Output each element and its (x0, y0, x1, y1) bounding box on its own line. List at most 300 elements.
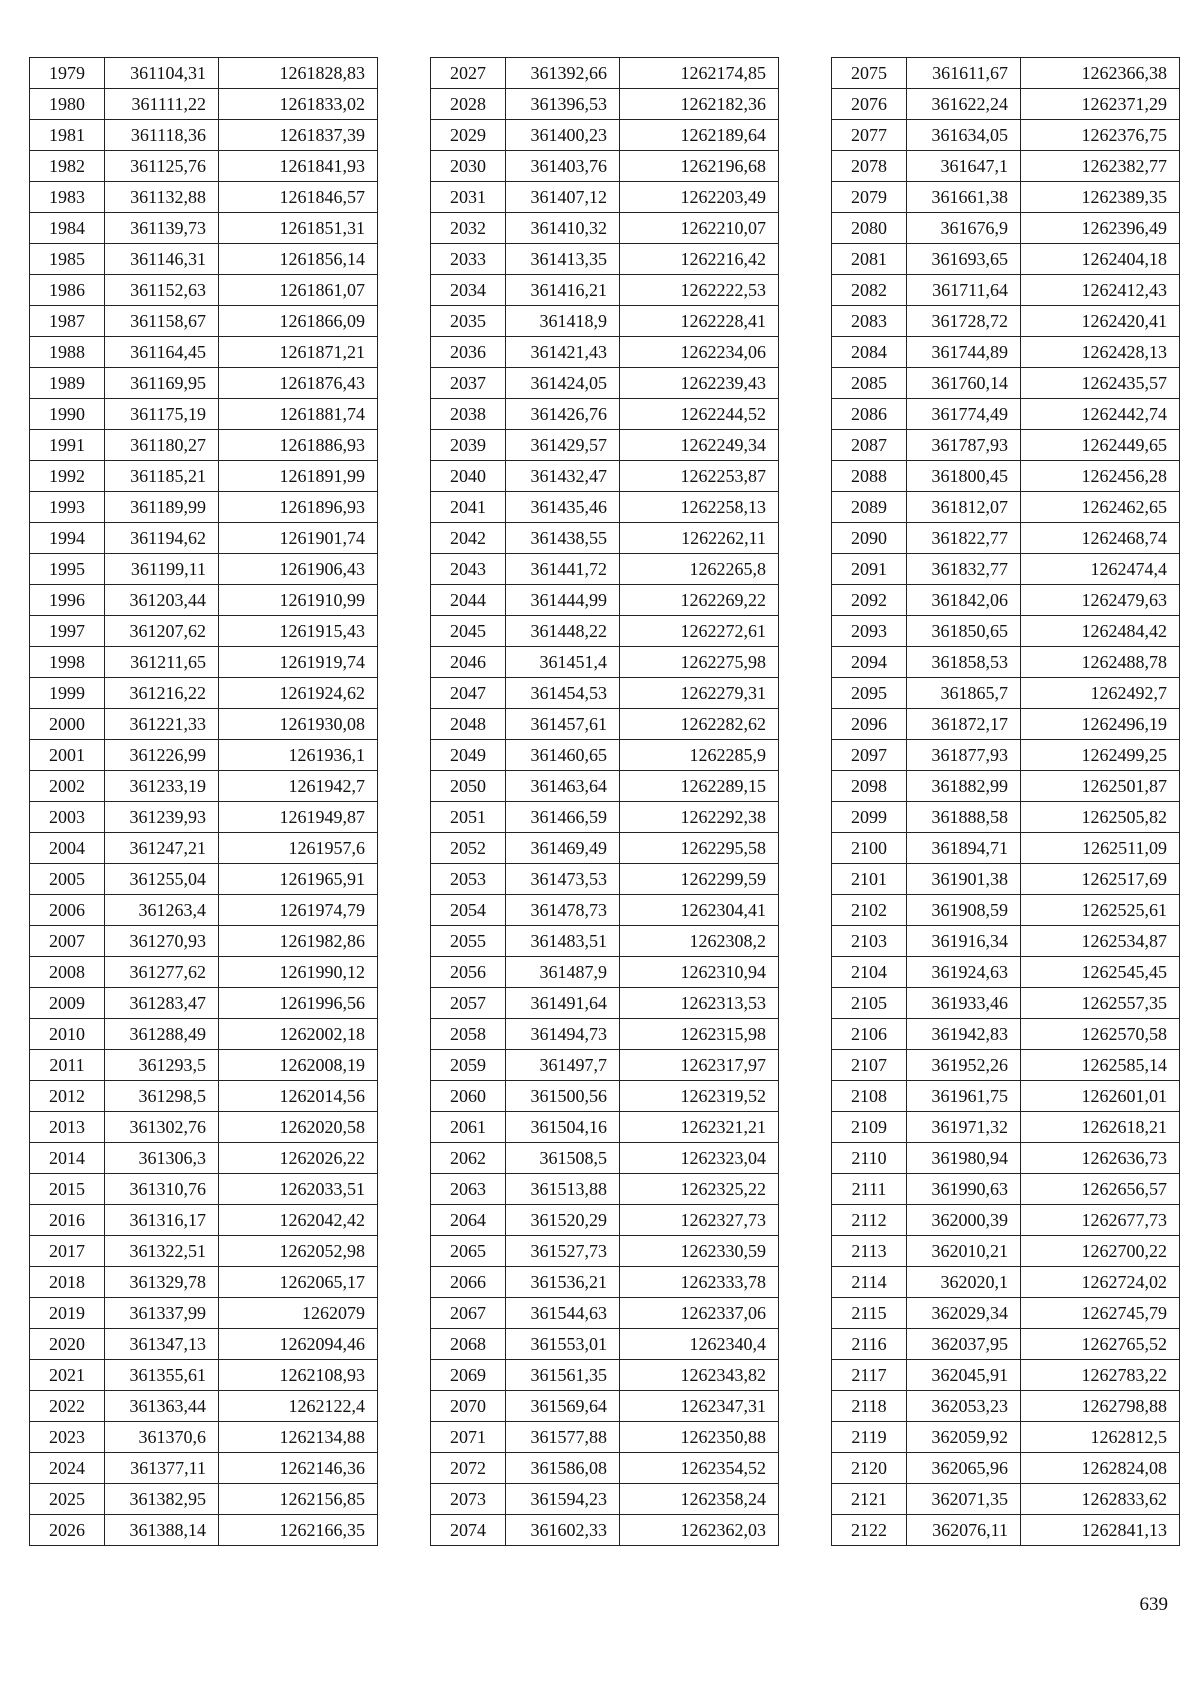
y-coordinate-cell: 1262474,4 (1021, 554, 1180, 585)
x-coordinate-cell: 361302,76 (105, 1112, 219, 1143)
table-row (30, 1360, 378, 1391)
point-number-cell: 2075 (832, 58, 907, 89)
point-number-cell: 2020 (30, 1329, 105, 1360)
table-row (431, 182, 779, 213)
table-row (832, 1019, 1180, 1050)
table-row (30, 678, 378, 709)
y-coordinate-cell: 1262337,06 (620, 1298, 779, 1329)
point-number-cell: 2052 (431, 833, 506, 864)
y-coordinate-cell: 1262134,88 (219, 1422, 378, 1453)
table-row (431, 523, 779, 554)
y-coordinate-cell: 1262315,98 (620, 1019, 779, 1050)
table-row (431, 740, 779, 771)
table-row (832, 430, 1180, 461)
x-coordinate-cell: 361189,99 (105, 492, 219, 523)
table-row (431, 1360, 779, 1391)
table-row (832, 1298, 1180, 1329)
x-coordinate-cell: 362010,21 (907, 1236, 1021, 1267)
point-number-cell: 2119 (832, 1422, 907, 1453)
point-number-cell: 1996 (30, 585, 105, 616)
x-coordinate-cell: 361426,76 (506, 399, 620, 430)
y-coordinate-cell: 1261856,14 (219, 244, 378, 275)
x-coordinate-cell: 361247,21 (105, 833, 219, 864)
table-row (832, 1050, 1180, 1081)
y-coordinate-cell: 1262065,17 (219, 1267, 378, 1298)
table-row (30, 89, 378, 120)
table-row (832, 678, 1180, 709)
table-row (30, 988, 378, 1019)
x-coordinate-cell: 361337,99 (105, 1298, 219, 1329)
point-number-cell: 2081 (832, 244, 907, 275)
point-number-cell: 2001 (30, 740, 105, 771)
point-number-cell: 2097 (832, 740, 907, 771)
y-coordinate-cell: 1262841,13 (1021, 1515, 1180, 1546)
y-coordinate-cell: 1262570,58 (1021, 1019, 1180, 1050)
point-number-cell: 2065 (431, 1236, 506, 1267)
point-number-cell: 1984 (30, 213, 105, 244)
table-row (431, 1112, 779, 1143)
x-coordinate-cell: 361444,99 (506, 585, 620, 616)
table-row (431, 926, 779, 957)
x-coordinate-cell: 361933,46 (907, 988, 1021, 1019)
point-number-cell: 2059 (431, 1050, 506, 1081)
point-number-cell: 2016 (30, 1205, 105, 1236)
point-number-cell: 2104 (832, 957, 907, 988)
table-row (431, 1236, 779, 1267)
point-number-cell: 2103 (832, 926, 907, 957)
x-coordinate-cell: 361403,76 (506, 151, 620, 182)
x-coordinate-cell: 361370,6 (105, 1422, 219, 1453)
x-coordinate-cell: 362000,39 (907, 1205, 1021, 1236)
point-number-cell: 2048 (431, 709, 506, 740)
x-coordinate-cell: 361473,53 (506, 864, 620, 895)
x-coordinate-cell: 361175,19 (105, 399, 219, 430)
table-row (30, 213, 378, 244)
x-coordinate-cell: 361711,64 (907, 275, 1021, 306)
y-coordinate-cell: 1262317,97 (620, 1050, 779, 1081)
x-coordinate-cell: 361347,13 (105, 1329, 219, 1360)
table-row (30, 926, 378, 957)
table-row (431, 58, 779, 89)
point-number-cell: 2091 (832, 554, 907, 585)
y-coordinate-cell: 1262745,79 (1021, 1298, 1180, 1329)
table-row (431, 306, 779, 337)
x-coordinate-cell: 361216,22 (105, 678, 219, 709)
point-number-cell: 2046 (431, 647, 506, 678)
y-coordinate-cell: 1262033,51 (219, 1174, 378, 1205)
y-coordinate-cell: 1261919,74 (219, 647, 378, 678)
y-coordinate-cell: 1262833,62 (1021, 1484, 1180, 1515)
table-row (832, 182, 1180, 213)
point-number-cell: 2105 (832, 988, 907, 1019)
x-coordinate-cell: 361158,67 (105, 306, 219, 337)
x-coordinate-cell: 361451,4 (506, 647, 620, 678)
y-coordinate-cell: 1261996,56 (219, 988, 378, 1019)
point-number-cell: 2073 (431, 1484, 506, 1515)
point-number-cell: 2060 (431, 1081, 506, 1112)
point-number-cell: 2005 (30, 864, 105, 895)
table-row (30, 647, 378, 678)
table-row (30, 523, 378, 554)
point-number-cell: 2069 (431, 1360, 506, 1391)
table-row (431, 709, 779, 740)
y-coordinate-cell: 1262499,25 (1021, 740, 1180, 771)
table-row (832, 1081, 1180, 1112)
point-number-cell: 2004 (30, 833, 105, 864)
table-row (431, 1484, 779, 1515)
point-number-cell: 2043 (431, 554, 506, 585)
x-coordinate-cell: 361586,08 (506, 1453, 620, 1484)
x-coordinate-cell: 361355,61 (105, 1360, 219, 1391)
x-coordinate-cell: 361277,62 (105, 957, 219, 988)
point-number-cell: 2023 (30, 1422, 105, 1453)
point-number-cell: 2078 (832, 151, 907, 182)
table-row (431, 120, 779, 151)
table-row (431, 1205, 779, 1236)
point-number-cell: 2026 (30, 1515, 105, 1546)
table-row (30, 554, 378, 585)
y-coordinate-cell: 1262656,57 (1021, 1174, 1180, 1205)
point-number-cell: 2021 (30, 1360, 105, 1391)
point-number-cell: 2055 (431, 926, 506, 957)
table-row (431, 802, 779, 833)
coordinate-table-column-2 (430, 57, 779, 1546)
table-row (431, 337, 779, 368)
y-coordinate-cell: 1262196,68 (620, 151, 779, 182)
x-coordinate-cell: 361322,51 (105, 1236, 219, 1267)
y-coordinate-cell: 1262557,35 (1021, 988, 1180, 1019)
point-number-cell: 2056 (431, 957, 506, 988)
x-coordinate-cell: 361812,07 (907, 492, 1021, 523)
y-coordinate-cell: 1262511,09 (1021, 833, 1180, 864)
table-row (832, 244, 1180, 275)
point-number-cell: 2108 (832, 1081, 907, 1112)
point-number-cell: 2063 (431, 1174, 506, 1205)
point-number-cell: 2120 (832, 1453, 907, 1484)
y-coordinate-cell: 1262272,61 (620, 616, 779, 647)
x-coordinate-cell: 361199,11 (105, 554, 219, 585)
x-coordinate-cell: 361744,89 (907, 337, 1021, 368)
x-coordinate-cell: 361460,65 (506, 740, 620, 771)
y-coordinate-cell: 1262534,87 (1021, 926, 1180, 957)
table-row (30, 1236, 378, 1267)
x-coordinate-cell: 361494,73 (506, 1019, 620, 1050)
x-coordinate-cell: 361457,61 (506, 709, 620, 740)
point-number-cell: 2013 (30, 1112, 105, 1143)
table-row (431, 833, 779, 864)
point-number-cell: 2112 (832, 1205, 907, 1236)
point-number-cell: 2018 (30, 1267, 105, 1298)
y-coordinate-cell: 1262765,52 (1021, 1329, 1180, 1360)
x-coordinate-cell: 361424,05 (506, 368, 620, 399)
x-coordinate-cell: 361865,7 (907, 678, 1021, 709)
y-coordinate-cell: 1262340,4 (620, 1329, 779, 1360)
table-row (832, 585, 1180, 616)
y-coordinate-cell: 1261910,99 (219, 585, 378, 616)
table-row (832, 833, 1180, 864)
y-coordinate-cell: 1262330,59 (620, 1236, 779, 1267)
y-coordinate-cell: 1262812,5 (1021, 1422, 1180, 1453)
point-number-cell: 1990 (30, 399, 105, 430)
x-coordinate-cell: 361569,64 (506, 1391, 620, 1422)
x-coordinate-cell: 361207,62 (105, 616, 219, 647)
table-row (832, 802, 1180, 833)
point-number-cell: 2019 (30, 1298, 105, 1329)
table-row (832, 151, 1180, 182)
point-number-cell: 2028 (431, 89, 506, 120)
point-number-cell: 2015 (30, 1174, 105, 1205)
table-row (832, 864, 1180, 895)
x-coordinate-cell: 361463,64 (506, 771, 620, 802)
point-number-cell: 2033 (431, 244, 506, 275)
point-number-cell: 2038 (431, 399, 506, 430)
x-coordinate-cell: 361894,71 (907, 833, 1021, 864)
table-row (431, 554, 779, 585)
point-number-cell: 2003 (30, 802, 105, 833)
x-coordinate-cell: 361850,65 (907, 616, 1021, 647)
y-coordinate-cell: 1261906,43 (219, 554, 378, 585)
table-row (832, 306, 1180, 337)
table-row (832, 1236, 1180, 1267)
point-number-cell: 2084 (832, 337, 907, 368)
y-coordinate-cell: 1262824,08 (1021, 1453, 1180, 1484)
table-row (30, 585, 378, 616)
x-coordinate-cell: 361448,22 (506, 616, 620, 647)
table-row (30, 461, 378, 492)
point-number-cell: 2041 (431, 492, 506, 523)
point-number-cell: 2039 (431, 430, 506, 461)
x-coordinate-cell: 362020,1 (907, 1267, 1021, 1298)
table-row (431, 244, 779, 275)
point-number-cell: 2115 (832, 1298, 907, 1329)
table-row (30, 244, 378, 275)
y-coordinate-cell: 1262347,31 (620, 1391, 779, 1422)
point-number-cell: 2011 (30, 1050, 105, 1081)
point-number-cell: 2083 (832, 306, 907, 337)
y-coordinate-cell: 1262396,49 (1021, 213, 1180, 244)
y-coordinate-cell: 1262636,73 (1021, 1143, 1180, 1174)
point-number-cell: 2050 (431, 771, 506, 802)
table-row (431, 275, 779, 306)
x-coordinate-cell: 361139,73 (105, 213, 219, 244)
x-coordinate-cell: 361306,3 (105, 1143, 219, 1174)
y-coordinate-cell: 1262618,21 (1021, 1112, 1180, 1143)
x-coordinate-cell: 361421,43 (506, 337, 620, 368)
x-coordinate-cell: 361478,73 (506, 895, 620, 926)
table-row (832, 399, 1180, 430)
x-coordinate-cell: 361800,45 (907, 461, 1021, 492)
y-coordinate-cell: 1262304,41 (620, 895, 779, 926)
table-row (431, 492, 779, 523)
point-number-cell: 2031 (431, 182, 506, 213)
y-coordinate-cell: 1261886,93 (219, 430, 378, 461)
x-coordinate-cell: 361513,88 (506, 1174, 620, 1205)
x-coordinate-cell: 361270,93 (105, 926, 219, 957)
y-coordinate-cell: 1262299,59 (620, 864, 779, 895)
point-number-cell: 2122 (832, 1515, 907, 1546)
y-coordinate-cell: 1261851,31 (219, 213, 378, 244)
y-coordinate-cell: 1262389,35 (1021, 182, 1180, 213)
table-row (832, 213, 1180, 244)
x-coordinate-cell: 361622,24 (907, 89, 1021, 120)
point-number-cell: 2051 (431, 802, 506, 833)
x-coordinate-cell: 361961,75 (907, 1081, 1021, 1112)
y-coordinate-cell: 1262042,42 (219, 1205, 378, 1236)
point-number-cell: 2035 (431, 306, 506, 337)
y-coordinate-cell: 1262325,22 (620, 1174, 779, 1205)
y-coordinate-cell: 1261876,43 (219, 368, 378, 399)
y-coordinate-cell: 1261866,09 (219, 306, 378, 337)
table-row (431, 368, 779, 399)
y-coordinate-cell: 1262026,22 (219, 1143, 378, 1174)
table-row (30, 1422, 378, 1453)
y-coordinate-cell: 1262327,73 (620, 1205, 779, 1236)
x-coordinate-cell: 361520,29 (506, 1205, 620, 1236)
point-number-cell: 2067 (431, 1298, 506, 1329)
x-coordinate-cell: 361536,21 (506, 1267, 620, 1298)
table-row (431, 1019, 779, 1050)
point-number-cell: 2089 (832, 492, 907, 523)
point-number-cell: 1995 (30, 554, 105, 585)
point-number-cell: 2088 (832, 461, 907, 492)
point-number-cell: 1992 (30, 461, 105, 492)
y-coordinate-cell: 1262798,88 (1021, 1391, 1180, 1422)
y-coordinate-cell: 1261965,91 (219, 864, 378, 895)
x-coordinate-cell: 361180,27 (105, 430, 219, 461)
x-coordinate-cell: 362053,23 (907, 1391, 1021, 1422)
table-row (832, 1484, 1180, 1515)
point-number-cell: 2030 (431, 151, 506, 182)
x-coordinate-cell: 361377,11 (105, 1453, 219, 1484)
table-row (431, 1453, 779, 1484)
x-coordinate-cell: 361226,99 (105, 740, 219, 771)
table-row (30, 771, 378, 802)
x-coordinate-cell: 361611,67 (907, 58, 1021, 89)
y-coordinate-cell: 1262343,82 (620, 1360, 779, 1391)
y-coordinate-cell: 1262189,64 (620, 120, 779, 151)
y-coordinate-cell: 1262545,45 (1021, 957, 1180, 988)
point-number-cell: 2066 (431, 1267, 506, 1298)
point-number-cell: 2094 (832, 647, 907, 678)
y-coordinate-cell: 1261974,79 (219, 895, 378, 926)
x-coordinate-cell: 361990,63 (907, 1174, 1021, 1205)
point-number-cell: 2006 (30, 895, 105, 926)
table-row (832, 58, 1180, 89)
y-coordinate-cell: 1262492,7 (1021, 678, 1180, 709)
x-coordinate-cell: 361132,88 (105, 182, 219, 213)
table-row (832, 740, 1180, 771)
y-coordinate-cell: 1262265,8 (620, 554, 779, 585)
y-coordinate-cell: 1261861,07 (219, 275, 378, 306)
x-coordinate-cell: 361239,93 (105, 802, 219, 833)
x-coordinate-cell: 361787,93 (907, 430, 1021, 461)
x-coordinate-cell: 361283,47 (105, 988, 219, 1019)
y-coordinate-cell: 1262505,82 (1021, 802, 1180, 833)
y-coordinate-cell: 1262262,11 (620, 523, 779, 554)
x-coordinate-cell: 361396,53 (506, 89, 620, 120)
x-coordinate-cell: 361185,21 (105, 461, 219, 492)
point-number-cell: 2037 (431, 368, 506, 399)
x-coordinate-cell: 361908,59 (907, 895, 1021, 926)
table-row (30, 1143, 378, 1174)
x-coordinate-cell: 361363,44 (105, 1391, 219, 1422)
table-row (30, 1484, 378, 1515)
y-coordinate-cell: 1262292,38 (620, 802, 779, 833)
y-coordinate-cell: 1262412,43 (1021, 275, 1180, 306)
table-row (30, 337, 378, 368)
table-row (431, 895, 779, 926)
y-coordinate-cell: 1262484,42 (1021, 616, 1180, 647)
table-row (30, 802, 378, 833)
point-number-cell: 2053 (431, 864, 506, 895)
point-number-cell: 2090 (832, 523, 907, 554)
point-number-cell: 2096 (832, 709, 907, 740)
y-coordinate-cell: 1262724,02 (1021, 1267, 1180, 1298)
point-number-cell: 2025 (30, 1484, 105, 1515)
y-coordinate-cell: 1261936,1 (219, 740, 378, 771)
x-coordinate-cell: 361392,66 (506, 58, 620, 89)
point-number-cell: 2070 (431, 1391, 506, 1422)
y-coordinate-cell: 1261957,6 (219, 833, 378, 864)
point-number-cell: 1981 (30, 120, 105, 151)
y-coordinate-cell: 1262517,69 (1021, 864, 1180, 895)
point-number-cell: 2100 (832, 833, 907, 864)
y-coordinate-cell: 1261846,57 (219, 182, 378, 213)
y-coordinate-cell: 1262319,52 (620, 1081, 779, 1112)
point-number-cell: 2042 (431, 523, 506, 554)
x-coordinate-cell: 362076,11 (907, 1515, 1021, 1546)
x-coordinate-cell: 361152,63 (105, 275, 219, 306)
y-coordinate-cell: 1262174,85 (620, 58, 779, 89)
point-number-cell: 2098 (832, 771, 907, 802)
x-coordinate-cell: 361971,32 (907, 1112, 1021, 1143)
table-row (431, 1391, 779, 1422)
point-number-cell: 2079 (832, 182, 907, 213)
y-coordinate-cell: 1262700,22 (1021, 1236, 1180, 1267)
table-row (30, 1267, 378, 1298)
point-number-cell: 1980 (30, 89, 105, 120)
x-coordinate-cell: 361429,57 (506, 430, 620, 461)
point-number-cell: 2068 (431, 1329, 506, 1360)
point-number-cell: 2029 (431, 120, 506, 151)
table-row (431, 1422, 779, 1453)
table-row (431, 1081, 779, 1112)
x-coordinate-cell: 361527,73 (506, 1236, 620, 1267)
table-row (832, 1267, 1180, 1298)
point-number-cell: 1985 (30, 244, 105, 275)
table-row (431, 1298, 779, 1329)
x-coordinate-cell: 361577,88 (506, 1422, 620, 1453)
table-row (431, 151, 779, 182)
point-number-cell: 2000 (30, 709, 105, 740)
table-row (431, 678, 779, 709)
table-row (30, 1298, 378, 1329)
y-coordinate-cell: 1262321,21 (620, 1112, 779, 1143)
table-row (30, 275, 378, 306)
point-number-cell: 1988 (30, 337, 105, 368)
table-row (30, 616, 378, 647)
x-coordinate-cell: 361388,14 (105, 1515, 219, 1546)
table-row (431, 1515, 779, 1546)
point-number-cell: 2086 (832, 399, 907, 430)
point-number-cell: 2009 (30, 988, 105, 1019)
x-coordinate-cell: 362071,35 (907, 1484, 1021, 1515)
x-coordinate-cell: 361504,16 (506, 1112, 620, 1143)
table-row (431, 1174, 779, 1205)
table-row (30, 1329, 378, 1360)
x-coordinate-cell: 361980,94 (907, 1143, 1021, 1174)
y-coordinate-cell: 1262094,46 (219, 1329, 378, 1360)
